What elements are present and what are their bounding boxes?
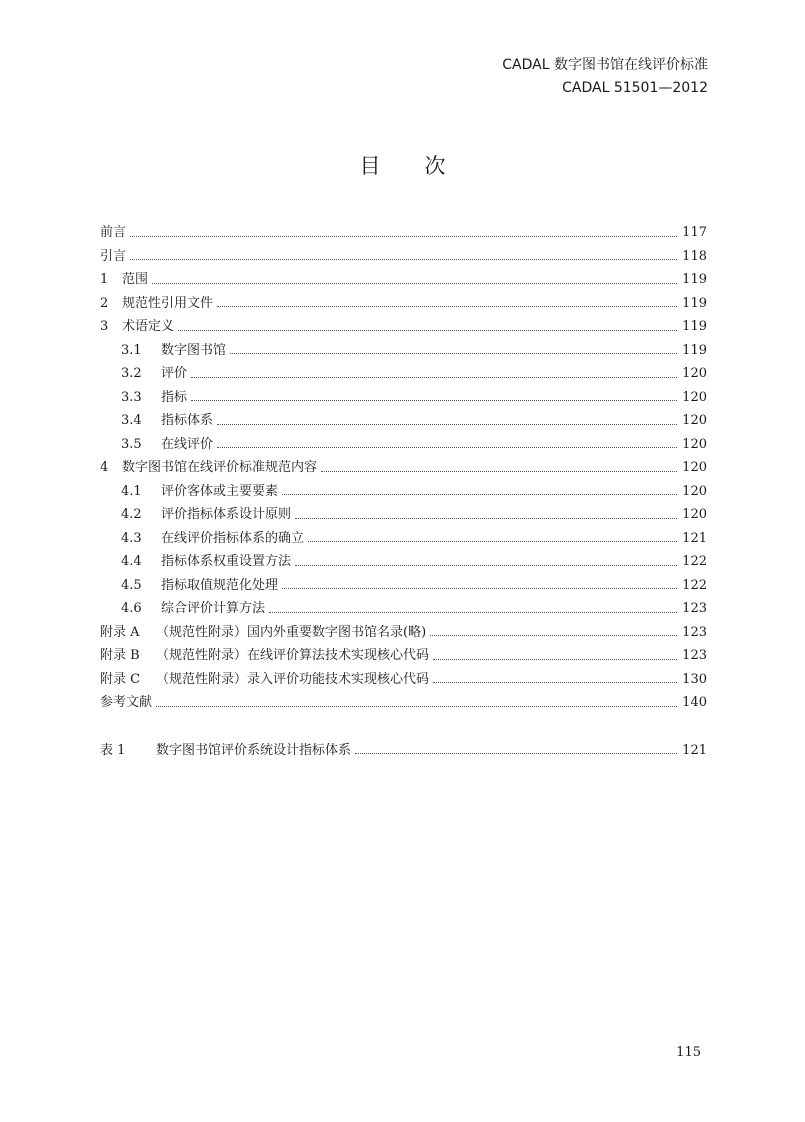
toc-entry[interactable]	[100, 644, 707, 668]
toc-entry[interactable]	[100, 574, 707, 598]
toc-entry-page: 121	[682, 530, 707, 546]
toc-entry-page: 140	[682, 695, 707, 710]
dot-leader	[178, 329, 677, 331]
toc-entry[interactable]	[100, 433, 707, 457]
page-title: 目次	[359, 154, 490, 178]
toc-entry-label: （规范性附录）国内外重要数字图书馆名录(略)	[156, 624, 427, 640]
header-standard-name: CADAL 数字图书馆在线评价标准	[502, 57, 708, 73]
toc-entry[interactable]	[100, 527, 707, 551]
toc-entry-page: 123	[682, 624, 707, 640]
toc-entry[interactable]	[100, 409, 707, 433]
dot-leader	[282, 493, 677, 495]
toc-entry[interactable]	[100, 268, 707, 292]
toc-entry[interactable]	[100, 339, 707, 363]
toc-entry-page: 120	[682, 366, 707, 381]
toc-entry-number: 1	[100, 272, 109, 287]
toc-entry-page: 123	[682, 648, 707, 663]
dot-leader	[152, 282, 677, 284]
toc-entry-page: 122	[682, 554, 707, 569]
toc-entry-label: 参考文献	[100, 695, 153, 710]
toc-entry[interactable]	[100, 456, 707, 480]
toc-entry-number: 4.6	[121, 601, 142, 616]
dot-leader	[191, 376, 677, 378]
toc-entry[interactable]	[100, 597, 707, 621]
toc-entry-label: （规范性附录）在线评价算法技术实现核心代码	[156, 648, 430, 663]
dot-leader	[230, 352, 677, 354]
dot-leader	[130, 258, 677, 260]
toc-entry-page: 120	[682, 436, 707, 452]
toc-entry-page: 122	[682, 577, 707, 593]
toc-entry-page: 120	[682, 483, 707, 499]
toc-entry-number: 3.3	[121, 389, 142, 405]
toc-entry[interactable]	[100, 621, 707, 645]
toc-entry-number: 4.5	[121, 577, 142, 593]
toc-entry-number: 3.5	[121, 436, 142, 452]
toc-entry-number: 表 1	[100, 742, 126, 758]
toc-entry-label: 指标体系权重设置方法	[161, 554, 292, 569]
toc-entry[interactable]	[100, 691, 707, 715]
dot-leader	[433, 681, 677, 683]
toc-entry-number: 4.1	[121, 483, 142, 499]
dot-leader	[130, 235, 677, 237]
toc-entry-label: 范围	[122, 272, 149, 287]
toc-entry[interactable]	[100, 221, 707, 245]
dot-leader	[355, 752, 677, 754]
dot-leader	[321, 470, 677, 472]
page-number: 115	[676, 1045, 701, 1060]
toc-entry-number: 3.4	[121, 413, 142, 428]
dot-leader	[433, 658, 677, 660]
toc-entry[interactable]	[100, 503, 707, 527]
toc-entry-label: 数字图书馆在线评价标准规范内容	[122, 460, 318, 475]
toc-entry-page: 119	[682, 272, 707, 287]
toc-entry-number: 3.2	[121, 366, 142, 381]
toc-entry-page: 123	[682, 601, 707, 616]
toc-entry-page: 121	[682, 742, 707, 758]
toc-entry-label: 引言	[100, 248, 127, 264]
toc-entry-page: 118	[682, 248, 707, 264]
toc-entry[interactable]	[100, 292, 707, 316]
toc-entry-number: 3	[100, 319, 109, 334]
toc-entry[interactable]	[100, 386, 707, 410]
dot-leader	[308, 540, 677, 542]
dot-leader	[295, 517, 677, 519]
toc-entry-number: 4	[100, 460, 109, 475]
dot-leader	[217, 446, 677, 448]
dot-leader	[156, 705, 677, 707]
toc-entry-page: 120	[682, 507, 707, 522]
toc-entry[interactable]	[100, 668, 707, 692]
toc-entry-page: 120	[682, 413, 707, 428]
toc-entry-page: 120	[682, 460, 707, 475]
toc-entry-label: 评价客体或主要要素	[161, 483, 279, 499]
toc-entry-number: 3.1	[121, 342, 142, 358]
section-gap	[100, 715, 707, 739]
toc-entry-number: 附录 C	[100, 671, 141, 687]
toc-entry-page: 119	[682, 295, 707, 311]
toc-entry-label: 前言	[100, 225, 127, 240]
toc-entry-label: 综合评价计算方法	[161, 601, 266, 616]
toc-entry-page: 119	[682, 319, 707, 334]
toc-entry-page: 117	[682, 225, 707, 240]
dot-leader	[282, 587, 677, 589]
dot-leader	[269, 611, 677, 613]
toc-entry-page: 120	[682, 389, 707, 405]
toc-entry-page: 130	[682, 671, 707, 687]
toc-entry-label: 评价	[161, 366, 188, 381]
toc-entry-label: 指标	[161, 389, 188, 405]
toc-entry-number: 4.2	[121, 507, 142, 522]
toc-entry-page: 119	[682, 342, 707, 358]
toc-entry-label: 指标取值规范化处理	[161, 577, 279, 593]
toc-entry-label: 数字图书馆评价系统设计指标体系	[156, 742, 352, 758]
toc-entry-label: 在线评价	[161, 436, 214, 452]
dot-leader	[430, 634, 677, 636]
dot-leader	[217, 305, 677, 307]
toc-entry[interactable]	[100, 315, 707, 339]
toc-entry[interactable]	[100, 739, 707, 763]
toc-entry[interactable]	[100, 550, 707, 574]
toc-entry[interactable]	[100, 480, 707, 504]
toc-entry-number: 附录 A	[100, 624, 140, 640]
toc-entry-number: 4.4	[121, 554, 142, 569]
toc-entry-label: 评价指标体系设计原则	[161, 507, 292, 522]
toc-entry-number: 附录 B	[100, 648, 140, 663]
running-header	[502, 54, 708, 100]
toc-entry-label: 在线评价指标体系的确立	[161, 530, 305, 546]
toc-entry[interactable]	[100, 362, 707, 386]
toc-entry-label: 指标体系	[161, 413, 214, 428]
toc-entry-label: 规范性引用文件	[122, 295, 214, 311]
toc-entry-number: 2	[100, 295, 109, 311]
dot-leader	[217, 423, 677, 425]
toc-entry-label: 术语定义	[122, 319, 175, 334]
toc-entry[interactable]	[100, 245, 707, 269]
toc-entry-label: 数字图书馆	[161, 342, 227, 358]
dot-leader	[295, 564, 677, 566]
toc-entry-number: 4.3	[121, 530, 142, 546]
dot-leader	[191, 399, 677, 401]
toc-entry-label: （规范性附录）录入评价功能技术实现核心代码	[156, 671, 430, 687]
table-of-contents	[100, 221, 707, 762]
header-standard-code: CADAL 51501—2012	[562, 80, 708, 96]
